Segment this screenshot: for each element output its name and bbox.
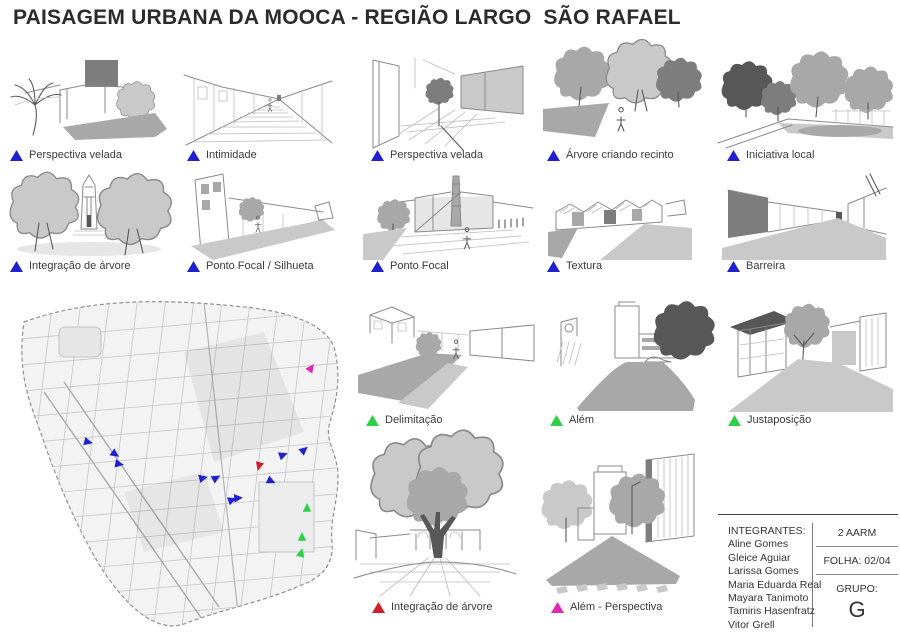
caption-iniciativa-local xyxy=(727,149,814,161)
triangle-marker-icon xyxy=(728,415,741,426)
caption-text: Iniciativa local xyxy=(746,149,815,161)
group-label: GRUPO: xyxy=(836,583,878,595)
caption-intimidade xyxy=(187,149,257,161)
member-name: Aline Gomes xyxy=(728,538,789,551)
members-heading: INTEGRANTES: xyxy=(728,525,806,537)
title-block-right-column xyxy=(816,519,898,623)
sketch-textura-image xyxy=(548,170,694,260)
sketch-iniciativa-local-image xyxy=(718,45,893,150)
sketch-alem-image xyxy=(543,296,705,411)
caption-integracao-arvore-2 xyxy=(372,601,493,613)
site-map xyxy=(4,292,344,636)
triangle-marker-icon xyxy=(727,150,740,161)
member-name: Maria Eduarda Real xyxy=(728,578,822,591)
sketch-integracao-arvore-2-image xyxy=(350,438,522,596)
caption-ponto-focal-silhueta xyxy=(187,260,314,272)
caption-perspectiva-velada-1 xyxy=(10,149,122,161)
member-name: Tamiris Hasenfratz xyxy=(728,605,815,618)
caption-text: Além xyxy=(569,414,595,426)
caption-text: Delimitação xyxy=(385,414,443,426)
caption-integracao-arvore-1 xyxy=(10,260,131,272)
caption-alem-perspectiva xyxy=(551,601,662,613)
triangle-marker-icon xyxy=(371,150,384,161)
triangle-marker-icon xyxy=(547,261,560,272)
sketch-intimidade-image xyxy=(182,57,334,150)
triangle-marker-icon xyxy=(550,415,563,426)
title-block-top-rule xyxy=(718,514,898,515)
title-block xyxy=(712,505,898,637)
caption-arvore-criando-recinto xyxy=(547,149,674,161)
triangle-marker-icon xyxy=(547,150,560,161)
sketch-perspectiva-velada-2-image xyxy=(365,48,530,150)
caption-text: Além - Perspectiva xyxy=(570,601,663,613)
caption-text: Ponto Focal xyxy=(390,260,449,272)
triangle-marker-icon xyxy=(727,261,740,272)
triangle-marker-icon xyxy=(10,150,23,161)
caption-text: Perspectiva velada xyxy=(29,149,122,161)
caption-ponto-focal xyxy=(371,260,449,272)
triangle-marker-icon xyxy=(371,261,384,272)
caption-text: Integração de árvore xyxy=(29,260,131,272)
triangle-marker-icon xyxy=(372,602,385,613)
page-title: PAISAGEM URBANA DA MOOCA - REGIÃO LARGO SÃO RAFAEL xyxy=(13,6,681,29)
triangle-marker-icon xyxy=(551,602,564,613)
triangle-marker-icon xyxy=(366,415,379,426)
member-name: Larissa Gomes xyxy=(728,565,799,578)
caption-text: Justaposição xyxy=(747,414,812,426)
sheet-number: FOLHA: 02/04 xyxy=(823,555,891,567)
caption-perspectiva-velada-2 xyxy=(371,149,483,161)
caption-textura xyxy=(547,260,602,272)
triangle-marker-icon xyxy=(187,261,200,272)
caption-text: Perspectiva velada xyxy=(390,149,483,161)
course-code: 2 AARM xyxy=(837,527,877,539)
caption-alem xyxy=(550,414,594,426)
member-name: Mayara Tanimoto xyxy=(728,592,809,605)
sketch-ponto-focal-silhueta-image xyxy=(183,168,338,260)
caption-text: Árvore criando recinto xyxy=(566,149,674,161)
member-name: Vitor Grell xyxy=(728,618,775,631)
sketch-alem-perspectiva-image xyxy=(528,448,700,596)
sketch-justaposicao-image xyxy=(710,297,893,412)
triangle-marker-icon xyxy=(10,261,23,272)
member-name: Gleice Aguiar xyxy=(728,551,791,564)
caption-delimitacao xyxy=(366,414,442,426)
caption-text: Barreira xyxy=(746,260,786,272)
sketch-delimitacao-image xyxy=(358,297,540,409)
sketch-arvore-criando-recinto-image xyxy=(543,45,701,150)
members-list xyxy=(728,525,821,632)
caption-text: Textura xyxy=(566,260,603,272)
sketch-barreira-image xyxy=(718,168,890,260)
caption-text: Intimidade xyxy=(206,149,257,161)
caption-barreira xyxy=(727,260,785,272)
sketch-integracao-arvore-1-image xyxy=(5,167,173,257)
triangle-marker-icon xyxy=(187,150,200,161)
sketch-perspectiva-velada-1-image xyxy=(5,45,170,145)
caption-text: Integração de árvore xyxy=(391,601,493,613)
caption-text: Ponto Focal / Silhueta xyxy=(206,260,314,272)
sketch-ponto-focal-image xyxy=(363,168,541,260)
group-value: G xyxy=(848,597,866,622)
caption-justaposicao xyxy=(728,414,811,426)
